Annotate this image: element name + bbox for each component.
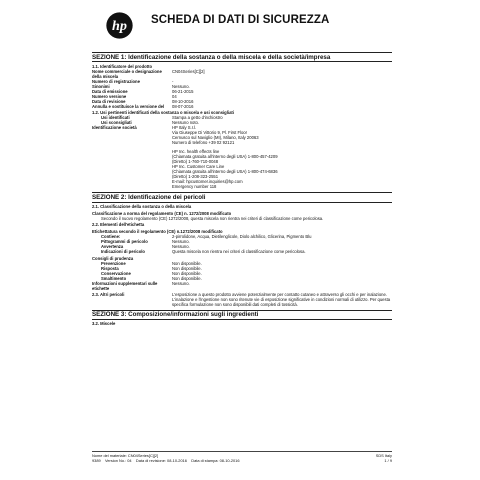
field-label: Annulla e sostituisce la versione del [92, 103, 165, 109]
field-label: 2.3. Altri pericoli [92, 291, 125, 297]
page-footer [92, 451, 392, 463]
section-2-title: SEZIONE 2: Identificazione dei pericoli [92, 192, 392, 202]
classification-text: Secondo il nuovo regolamento (CE) 1272/2008, questa miscela non rientra nei criteri di classificazione come pericolosa. [101, 215, 324, 221]
field-label: Numero di registrazione [92, 78, 140, 84]
field-value: Nessuno. [172, 83, 190, 89]
contact-line: HP Inc. Customer Care Line [172, 164, 225, 170]
document-title: SCHEDA DI DATI DI SICUREZZA [151, 14, 330, 26]
footer-country: SDS Italy [375, 453, 392, 458]
field-label: Usi sconsigliati [101, 120, 132, 126]
contact-line: (Chiamata gratuita all'interno degli USA) 1-800-457-4209 [172, 154, 278, 160]
field-value: 06-21-2015 [172, 88, 194, 94]
field-label: Risposta [101, 265, 119, 271]
footer-page-number: 1 / 9 [384, 458, 392, 463]
field-label: Informazioni supplementari sulle etichette [92, 280, 158, 291]
field-label: Nome commerciale o designazione della miscela [92, 68, 162, 79]
contact-line: (Diretto) 1-760-710-0048 [172, 159, 219, 165]
field-value: 08-10-2016 [172, 98, 194, 104]
footer-row [92, 458, 392, 463]
field-value: L'esposizione a questo prodotto avviene potenzialmente per contatto cutaneo e attraverso gli occhi e per inalazione. L'inalazione e l'ingestione non sono ritenute vie di esposizione significative in condizioni normali di utilizzo. Per questa specifica formulazione non sono disponibili dati completi di tossicità. [172, 291, 391, 307]
contact-email[interactable]: E-mail: hpcustomer.inquiries@hp.com [172, 179, 243, 185]
field-value: Nessuno. [172, 238, 190, 244]
field-label: Conservazione [101, 270, 131, 276]
field-row [92, 104, 392, 109]
contact-line: (Chiamata gratuita all'interno degli USA) 1-800-474-6836 [172, 169, 278, 175]
field-row [92, 281, 392, 291]
footer-material: Nome del materiale: CN04Series[C][2] [92, 453, 159, 458]
field-label: Avvertenza [101, 243, 124, 249]
company-line: Cernusco sul Naviglio (MI), Milano, Italy 20063 [172, 135, 259, 141]
field-value: Nessuno. [172, 280, 190, 286]
document-body [92, 50, 392, 326]
contact-line: (Diretto) 1-208-323-2551 [172, 174, 219, 180]
field-value: Non disponibile. [172, 265, 202, 271]
field-label: Data di revisione [92, 98, 126, 104]
company-identification [92, 125, 392, 189]
field-label: Usi identificati [101, 115, 130, 121]
subsection-2-1: 2.1. Classificazione della sostanza o della miscela [92, 204, 192, 210]
prudence-title: Consigli di prudenza [92, 255, 134, 261]
field-value: 04 [172, 93, 177, 99]
footer-meta: 9389 Version No.: 04 Data di revisione: 08-10-2016 Data di stampa: 08-10-2016 [92, 458, 240, 463]
field-label: Numero versione [92, 93, 127, 99]
subsection-2-1-classification: Classificazione a norma del regolamento (CE) n. 1272/2008 modificato [92, 210, 232, 216]
field-value: Non disponibile. [172, 275, 202, 281]
section-1-title: SEZIONE 1: Identificazione della sostanza o della miscela e della società/impresa [92, 52, 392, 62]
field-label: Identificazione società [92, 125, 137, 131]
company-details [172, 125, 392, 189]
hp-logo-text: hp [112, 18, 127, 35]
company-line: Via Giuseppe Di Vittorio 9, Pl. First Floor [172, 130, 248, 136]
field-label: Sinonimi [92, 83, 110, 89]
company-line: Numero di telefono +39 02 92121 [172, 140, 235, 146]
field-value: Non disponibile. [172, 270, 202, 276]
field-label: Data di emissione [92, 88, 128, 94]
contact-line: HP Inc. health effects line [172, 149, 220, 155]
field-value: Non disponibile. [172, 260, 202, 266]
field-value: 08-07-2016 [172, 103, 194, 109]
hp-logo-icon [106, 12, 133, 39]
field-value: Stampa a getto d'inchiostro [172, 115, 223, 121]
subsection-1-1: 1.1. Identificatore del prodotto [92, 63, 153, 69]
field-label: Prevenzione [101, 260, 126, 266]
subsection-2-2-labelling: Etichettatura secondo il regolamento (CE) n.1272/2008 modificato [92, 228, 223, 234]
field-value: - [172, 78, 174, 84]
field-value: Nessuno noto. [172, 120, 200, 126]
field-row [92, 292, 392, 307]
field-label: Contiene: [101, 233, 121, 239]
field-value: Questa miscela non rientra nei criteri di classificazione come pericolosa. [172, 248, 306, 254]
subsection-1-2: 1.2. Usi pertinenti identificati della sostanza o miscela e usi sconsigliati [92, 110, 234, 116]
subsection-3-2: 3.2. Miscele [92, 321, 116, 327]
contact-line: Emergency number 118 [172, 184, 217, 190]
field-value: 2-pirrolidone, Acqua, Dietilenglicole, Diolo alchilico, Glicerina, Pigmento Blu [172, 233, 312, 239]
subsection-2-2: 2.2. Elementi dell'etichetta [92, 222, 145, 228]
company-line: HP Italy S.r.l. [172, 125, 197, 131]
field-row [92, 69, 392, 79]
field-label: Pittogrammi di pericolo [101, 238, 148, 244]
field-value: CN04Series[C][2] [172, 68, 205, 74]
section-3-title: SEZIONE 3: Composizione/informazioni sugli ingredienti [92, 310, 392, 320]
field-label: Smaltimento [101, 275, 127, 281]
field-value: Nessuno. [172, 243, 190, 249]
product-identifier-rows [92, 69, 392, 109]
field-row [92, 249, 392, 254]
field-label: Indicazioni di pericolo [101, 248, 145, 254]
